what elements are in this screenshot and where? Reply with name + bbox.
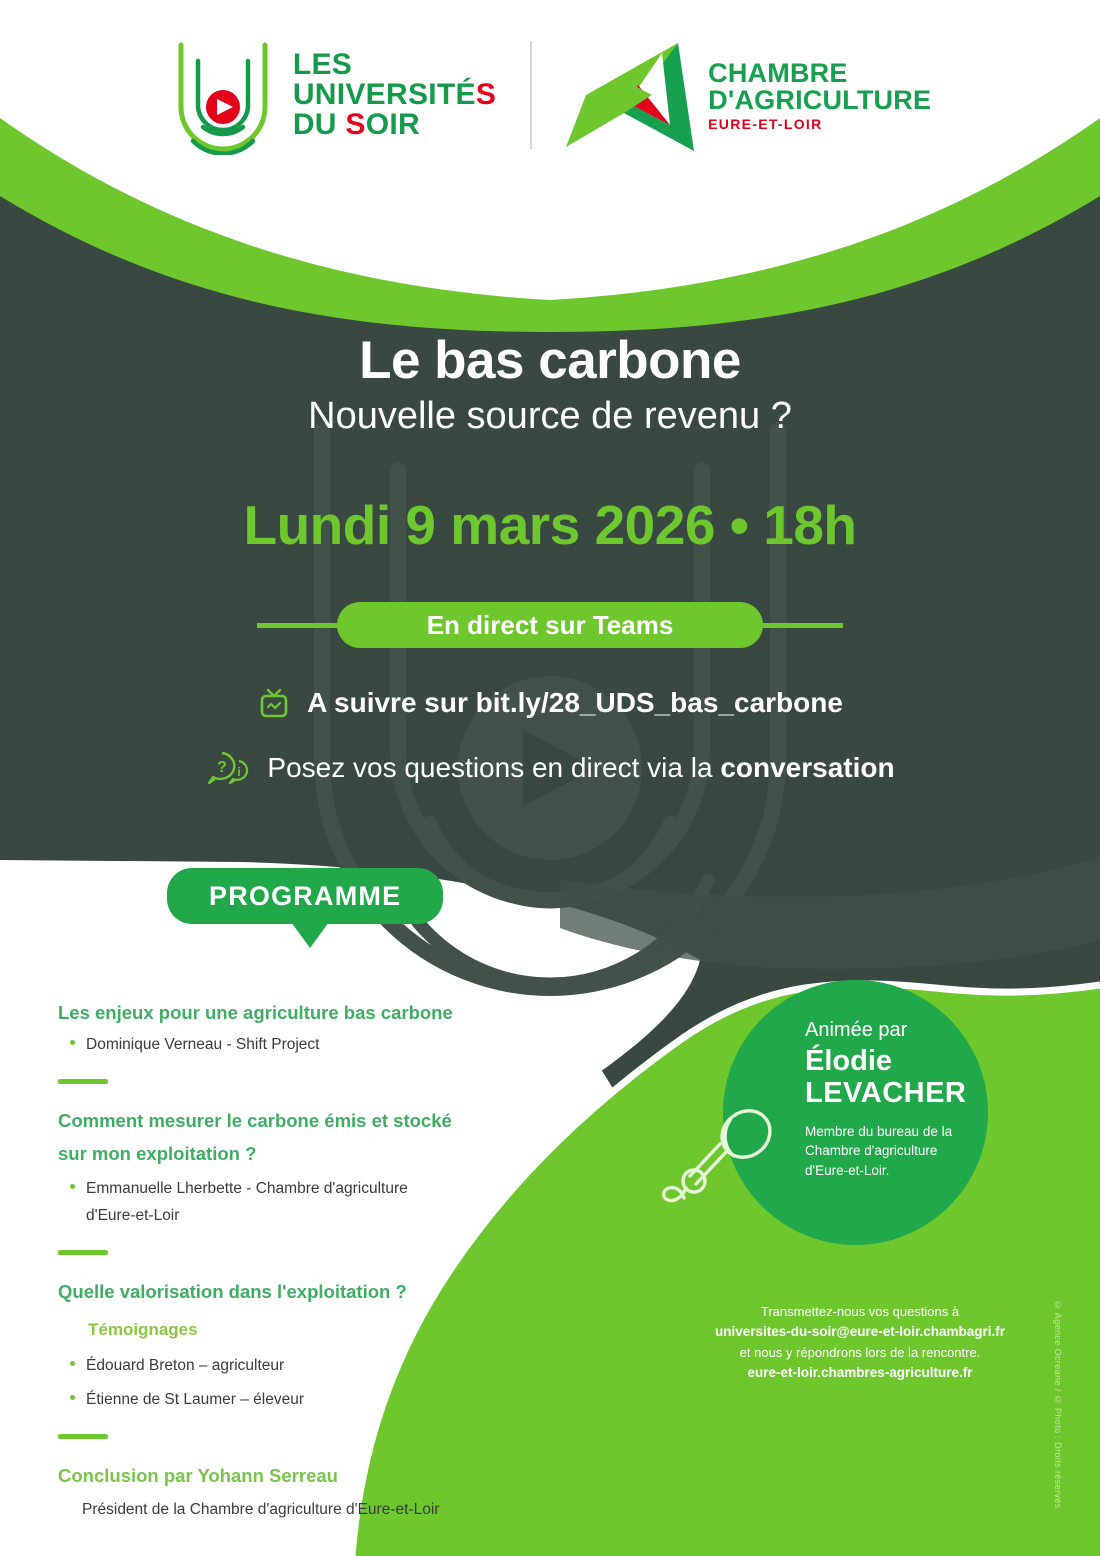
event-date: Lundi 9 mars 2026 • 18h (243, 494, 857, 556)
uds-u-play-icon (169, 35, 277, 155)
bullet-dot (70, 1361, 75, 1366)
section-separator (58, 1434, 108, 1439)
question-row (0, 750, 1100, 786)
section-heading-line-1: Comment mesurer le carbone émis et stocké (58, 1109, 452, 1131)
list-item (58, 1388, 558, 1412)
uds-line-3: DU SOIR (292, 107, 420, 141)
footer-line-3: et nous y répondrons lors de la rencontre. (739, 1345, 981, 1361)
uds-line-1: LES (292, 48, 353, 82)
section-heading: Conclusion par Yohann Serreau (58, 1465, 338, 1487)
programme-section-2 (58, 1108, 558, 1229)
band-rule-left (257, 623, 337, 628)
list-item-label: Édouard Breton – agriculteur (86, 1357, 285, 1375)
chambre-agriculture-leaf-icon (566, 39, 694, 151)
uds-line-2: UNIVERSITÉS (292, 78, 497, 112)
programme-list (58, 1000, 558, 1522)
list-item (58, 1354, 558, 1378)
list-item-continuation: d'Eure-et-Loir (86, 1207, 180, 1225)
list-item-label: Étienne de St Laumer – éleveur (86, 1391, 304, 1409)
programme-section-1 (58, 1000, 558, 1057)
section-heading-line-2: sur mon exploitation ? (58, 1142, 257, 1164)
footer-contact (690, 1302, 1030, 1384)
credit-text: © Agence Ocreane / © Photo : Droits réservés (1053, 1300, 1063, 1509)
programme-section-4 (58, 1463, 558, 1522)
bullet-dot (70, 1040, 75, 1045)
list-item-label: Emmanuelle Lherbette - Chambre d'agriculture (86, 1180, 408, 1198)
bullet-dot (70, 1184, 75, 1189)
animator-first-name: Élodie (805, 1045, 893, 1077)
ca-wordmark (708, 57, 932, 132)
footer-website[interactable]: eure-et-loir.chambres-agriculture.fr (747, 1365, 973, 1381)
animator-role-line-2: Chambre d'agriculture (805, 1143, 938, 1159)
list-item (58, 1033, 558, 1057)
band-rule-right (763, 623, 843, 628)
section-plain-text: Président de la Chambre d'agriculture d'Eure-et-Loir (82, 1501, 440, 1519)
animator-role (805, 1122, 1005, 1181)
footer-email[interactable]: universites-du-soir@eure-et-loir.chambagri.fr (715, 1324, 1005, 1340)
programme-badge-tail (291, 922, 329, 948)
section-heading: Les enjeux pour une agriculture bas carbone (58, 1002, 453, 1023)
uds-wordmark (293, 50, 496, 139)
bullet-dot (70, 1395, 75, 1400)
live-band (0, 602, 1100, 648)
list-item (58, 1177, 558, 1201)
animator-role-line-1: Membre du bureau de la (805, 1123, 953, 1139)
animator-last-name: LEVACHER (805, 1076, 967, 1109)
hero-section (0, 190, 1100, 960)
section-heading: Quelle valorisation dans l'exploitation ? (58, 1281, 407, 1303)
header-logos (0, 0, 1100, 190)
event-subtitle: Nouvelle source de revenu ? (308, 395, 792, 437)
live-band-label: En direct sur Teams (337, 602, 764, 648)
question-text: Posez vos questions en direct via la conversation (267, 752, 895, 783)
section-separator (58, 1250, 108, 1255)
logo-divider (530, 41, 532, 149)
animator-text (805, 1018, 1005, 1180)
list-item-label: Dominique Verneau - Shift Project (86, 1035, 320, 1053)
programme-badge: PROGRAMME (167, 868, 443, 924)
section-subheading: Témoignages (88, 1320, 198, 1340)
animator-label: Animée par (805, 1019, 908, 1041)
microphone-icon (660, 1108, 785, 1223)
ca-line-3: EURE-ET-LOIR (708, 115, 823, 132)
les-universites-du-soir-logo (169, 35, 496, 155)
tv-icon (257, 686, 291, 720)
event-title: Le bas carbone (359, 331, 741, 390)
watch-link-row (0, 686, 1100, 720)
footer-line-1: Transmettez-nous vos questions à (760, 1304, 960, 1319)
animator-role-line-3: d'Eure-et-Loir. (805, 1162, 890, 1178)
watch-link-text[interactable]: A suivre sur bit.ly/28_UDS_bas_carbone (307, 687, 843, 718)
ca-line-2: D'AGRICULTURE (708, 84, 932, 115)
programme-section-3 (58, 1279, 558, 1412)
svg-text:i: i (237, 765, 242, 779)
svg-text:?: ? (217, 759, 228, 776)
question-bubble-icon (205, 750, 251, 786)
section-separator (58, 1079, 108, 1084)
ca-line-1: CHAMBRE (708, 57, 848, 88)
chambre-agriculture-logo (566, 39, 931, 151)
